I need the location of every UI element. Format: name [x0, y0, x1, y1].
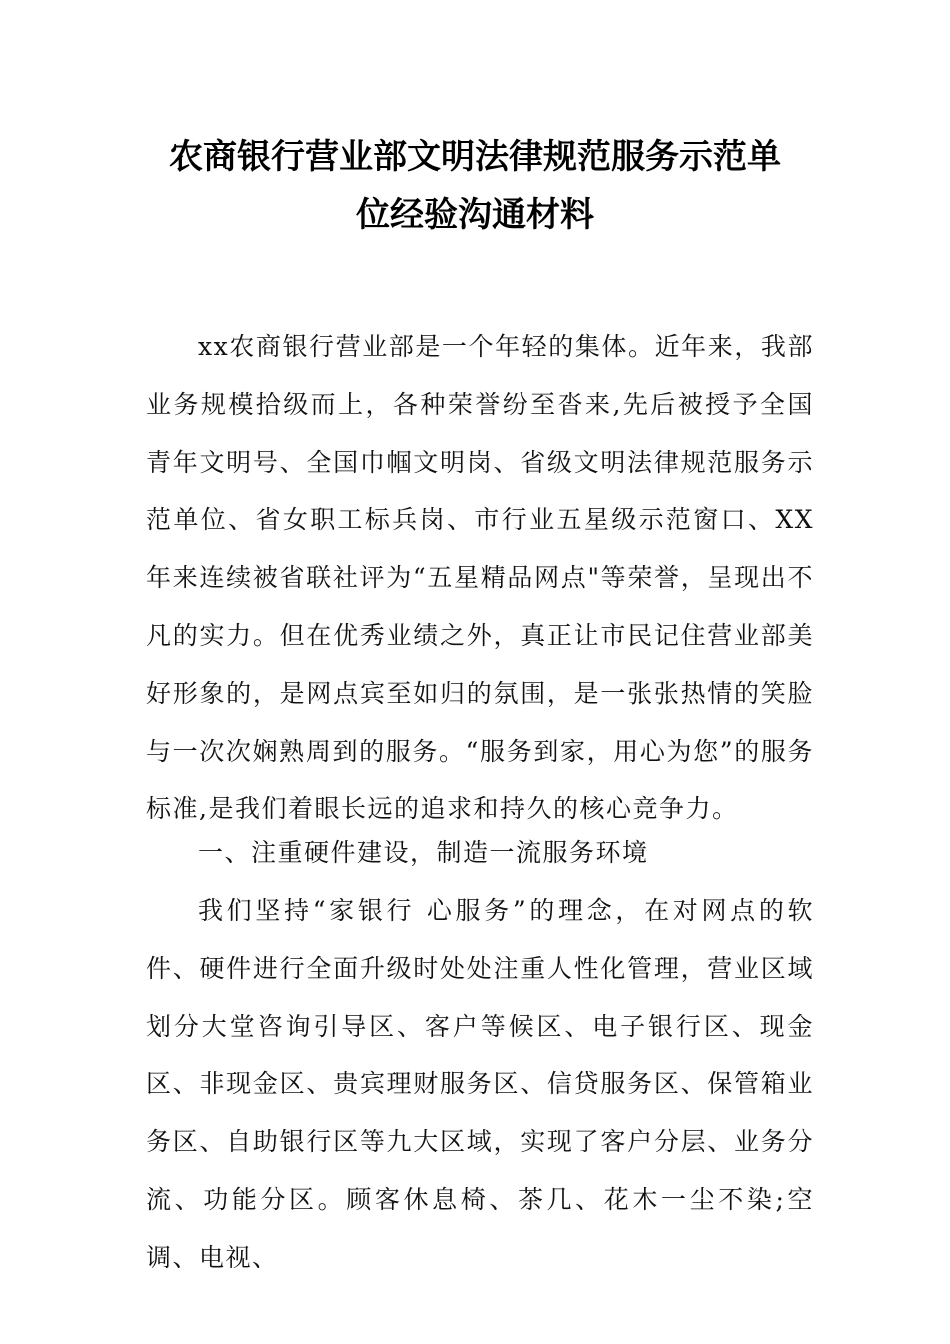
intro-paragraph: xx农商银行营业部是一个年轻的集体。近年来，我部业务规模拾级而上，各种荣誉纷至沓来,先后被授予全国青年文明号、全国巾帼文明岗、省级文明法律规范服务示范单位、省女职工标兵岗、市行业五星级示范窗口、XX年来连续被省联社评为“五星精品网点"等荣誉，呈现出不凡的实力。但在优秀业绩之外，真正让市民记住营业部美好形象的，是网点宾至如归的氛围，是一张张热情的笑脸与一次次娴熟周到的服务。“服务到家，用心为您”的服务标准,是我们着眼长远的追求和持久的核心竞争力。	[146, 332, 814, 824]
intro-paragraph-block	[146, 318, 814, 838]
title-line-2: 位经验沟通材料	[356, 195, 594, 235]
title-line-1: 农商银行营业部文明法律规范服务示范单	[169, 137, 781, 177]
section-paragraph-block	[146, 882, 814, 1287]
section-heading: 一、注重硬件建设，制造一流服务环境	[198, 838, 649, 867]
section-heading-block	[146, 824, 814, 882]
section-paragraph: 我们坚持“家银行 心服务”的理念，在对网点的软件、硬件进行全面升级时处处注重人性化管理，营业区域划分大堂咨询引导区、客户等候区、电子银行区、现金区、非现金区、贵宾理财服务区、信贷服务区、保管箱业务区、自助银行区等九大区域，实现了客户分层、业务分流、功能分区。顾客休息椅、茶几、花木一尘不染;空调、电视、	[146, 896, 814, 1272]
document-title	[100, 128, 850, 244]
